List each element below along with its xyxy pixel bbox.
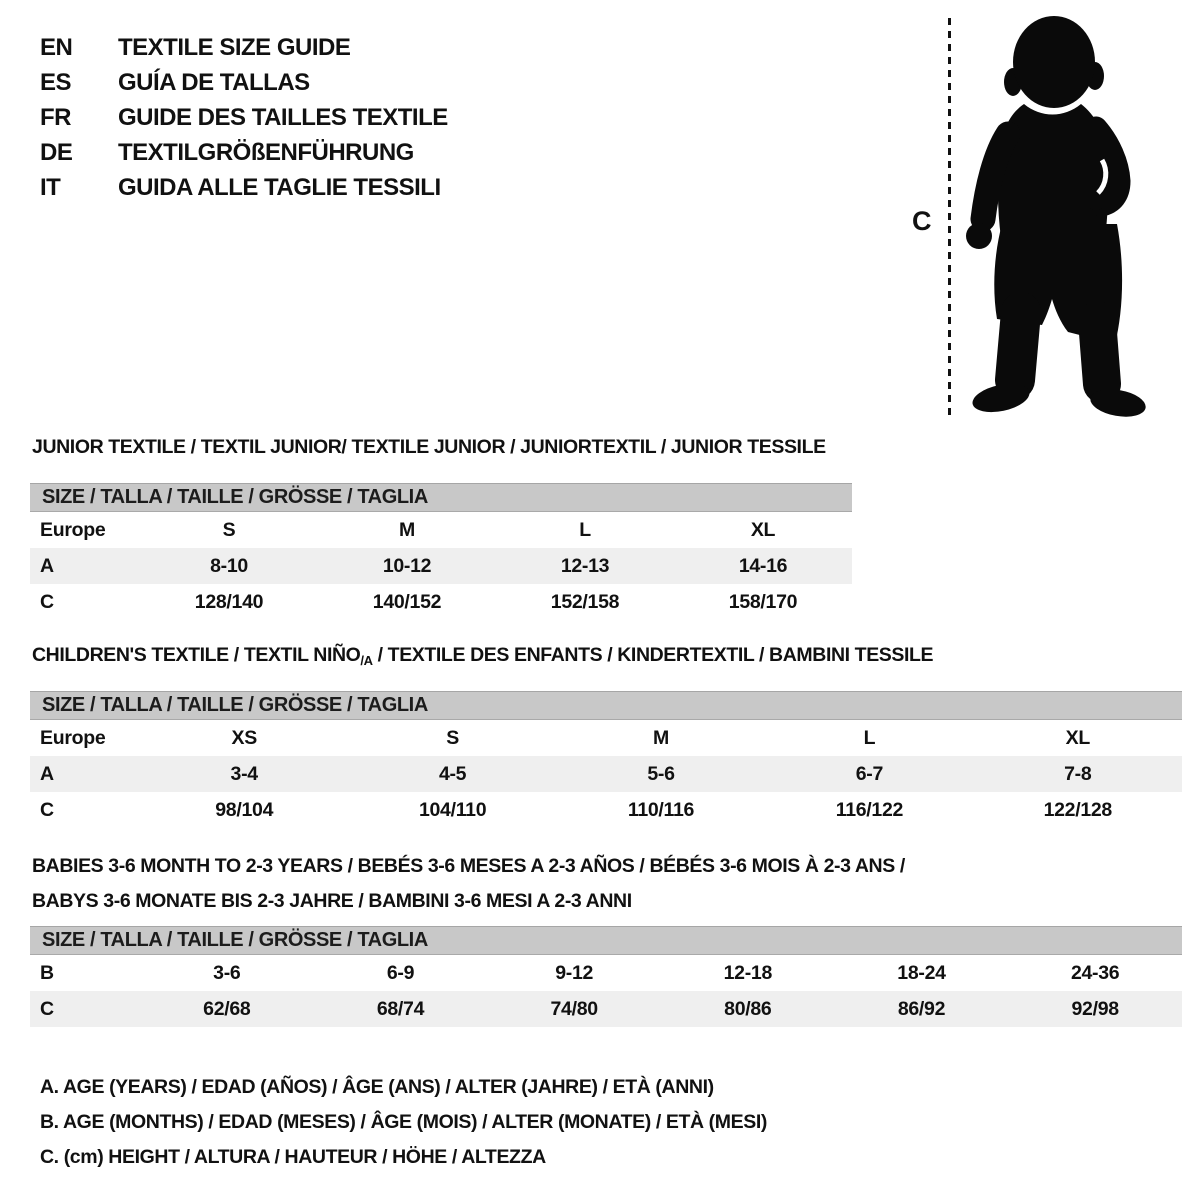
row-label: C	[40, 590, 54, 613]
language-title: TEXTILE SIZE GUIDE	[118, 33, 351, 61]
row-value: 62/68	[203, 997, 251, 1020]
table-row	[30, 512, 852, 548]
row-value: 24-36	[1070, 961, 1120, 984]
row-value: 6-7	[855, 762, 884, 785]
table-row	[30, 955, 1182, 991]
junior-size-table	[30, 483, 852, 620]
row-value: 92/98	[1071, 997, 1119, 1020]
size-header-bar: SIZE / TALLA / TAILLE / GRÖSSE / TAGLIA	[30, 691, 1182, 720]
row-label: C	[40, 798, 54, 821]
row-value: 6-9	[386, 961, 415, 984]
table-row	[30, 756, 1182, 792]
table-row	[30, 720, 1182, 756]
language-row-es	[40, 65, 448, 100]
row-value: S	[446, 726, 459, 749]
row-value: 10-12	[382, 554, 432, 577]
children-title-suffix: / TEXTILE DES ENFANTS / KINDERTEXTIL / BAMBINI TESSILE	[372, 644, 934, 666]
row-value: S	[222, 518, 236, 541]
language-code: EN	[40, 33, 73, 61]
row-label: C	[40, 997, 54, 1020]
row-value: 5-6	[647, 762, 675, 785]
language-code: FR	[40, 103, 71, 131]
language-list	[40, 30, 448, 205]
row-value: 12-13	[560, 554, 610, 577]
legend-line-b: B. AGE (MONTHS) / EDAD (MESES) / ÂGE (MOIS) / ALTER (MONATE) / ETÀ (MESI)	[40, 1111, 767, 1133]
measure-legend	[40, 1070, 767, 1175]
language-row-it	[40, 170, 448, 205]
row-label: A	[40, 762, 54, 785]
row-value: XS	[231, 726, 257, 749]
language-title: TEXTILGRÖßENFÜHRUNG	[118, 138, 414, 166]
legend-line-c: C. (cm) HEIGHT / ALTURA / HAUTEUR / HÖHE / ALTEZZA	[40, 1146, 546, 1168]
row-value: 104/110	[418, 798, 487, 821]
language-title: GUIDA ALLE TAGLIE TESSILI	[118, 173, 441, 201]
row-value: 122/128	[1043, 798, 1112, 821]
row-value: 7-8	[1064, 762, 1092, 785]
row-value: 86/92	[897, 997, 946, 1020]
row-value: 3-4	[230, 762, 258, 785]
row-value: XL	[750, 518, 776, 541]
row-value: 80/86	[724, 997, 772, 1020]
table-row	[30, 548, 852, 584]
row-label: Europe	[40, 726, 106, 749]
row-value: 68/74	[376, 997, 425, 1020]
row-value: 9-12	[555, 961, 594, 984]
row-value: 8-10	[210, 554, 248, 577]
language-row-fr	[40, 100, 448, 135]
row-value: 116/122	[835, 798, 904, 821]
language-row-en	[40, 30, 448, 65]
row-value: L	[863, 726, 876, 749]
table-row	[30, 584, 852, 620]
language-title: GUIDE DES TAILLES TEXTILE	[118, 103, 448, 131]
row-value: 140/152	[372, 590, 442, 613]
row-label: A	[40, 554, 54, 577]
size-header-bar: SIZE / TALLA / TAILLE / GRÖSSE / TAGLIA	[30, 926, 1182, 955]
size-header-bar: SIZE / TALLA / TAILLE / GRÖSSE / TAGLIA	[30, 483, 852, 512]
row-value: 110/116	[627, 798, 695, 821]
babies-size-table	[30, 926, 1182, 1027]
junior-section-title: JUNIOR TEXTILE / TEXTIL JUNIOR/ TEXTILE JUNIOR / JUNIORTEXTIL / JUNIOR TESSILE	[32, 436, 826, 458]
row-label: Europe	[40, 518, 106, 541]
toddler-silhouette-icon	[962, 12, 1148, 420]
row-value: XL	[1065, 726, 1090, 749]
children-title-prefix: CHILDREN'S TEXTILE / TEXTIL NIÑO	[32, 644, 361, 666]
row-value: 4-5	[438, 762, 467, 785]
row-value: 12-18	[723, 961, 773, 984]
height-dashed-line	[948, 18, 951, 416]
children-title-subscript: /A	[360, 653, 373, 668]
row-value: M	[653, 726, 669, 749]
height-measure-label: C	[912, 206, 932, 236]
row-label: B	[40, 961, 54, 984]
language-code: IT	[40, 173, 61, 201]
language-code: DE	[40, 138, 73, 166]
legend-line-a: A. AGE (YEARS) / EDAD (AÑOS) / ÂGE (ANS) / ALTER (JAHRE) / ETÀ (ANNI)	[40, 1076, 714, 1098]
table-row	[30, 991, 1182, 1027]
children-section-title	[32, 644, 933, 668]
row-value: 18-24	[897, 961, 946, 984]
row-value: 152/158	[550, 590, 620, 613]
row-value: 3-6	[213, 961, 241, 984]
row-value: 14-16	[738, 554, 788, 577]
babies-section-title	[32, 849, 905, 919]
table-row	[30, 792, 1182, 828]
language-title: GUÍA DE TALLAS	[118, 68, 310, 96]
language-code: ES	[40, 68, 72, 96]
row-value: 158/170	[728, 590, 798, 613]
row-value: 98/104	[215, 798, 274, 821]
row-value: L	[579, 518, 591, 541]
row-value: 128/140	[194, 590, 264, 613]
babies-title-line1: BABIES 3-6 MONTH TO 2-3 YEARS / BEBÉS 3-6 MESES A 2-3 AÑOS / BÉBÉS 3-6 MOIS À 2-3 ANS /	[32, 855, 905, 877]
children-size-table	[30, 691, 1182, 828]
row-value: M	[399, 518, 415, 541]
language-row-de	[40, 135, 448, 170]
row-value: 74/80	[550, 997, 598, 1020]
babies-title-line2: BABYS 3-6 MONATE BIS 2-3 JAHRE / BAMBINI 3-6 MESI A 2-3 ANNI	[32, 890, 632, 912]
